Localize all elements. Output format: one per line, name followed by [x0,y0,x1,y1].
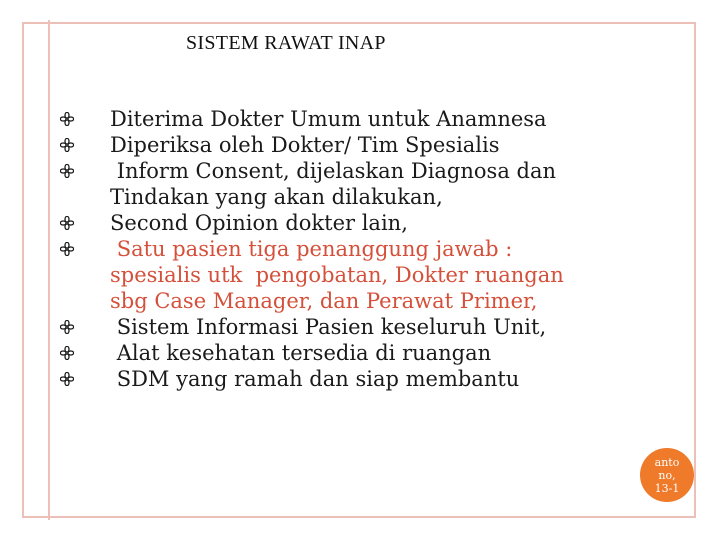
frame-vertical-line [48,20,50,520]
flower-bullet-icon [60,340,110,360]
flower-bullet-icon [60,132,110,152]
bullet-text: Satu pasien tiga penanggung jawab : spesialis utk pengobatan, Dokter ruangan sbg Case Manager, dan Perawat Primer, [110,237,564,313]
page-badge [640,448,694,502]
bullet-item [60,158,680,210]
bullet-list [60,106,680,392]
flower-bullet-icon [60,158,110,178]
badge-line: anto [654,455,680,469]
flower-bullet-icon [60,210,110,230]
bullet-text: Sistem Informasi Pasien keseluruh Unit, [110,315,547,339]
bullet-item [60,210,680,236]
bullet-text: SDM yang ramah dan siap membantu [110,367,520,391]
bullet-text: Diterima Dokter Umum untuk Anamnesa [110,107,547,131]
bullet-text: Diperiksa oleh Dokter/ Tim Spesialis [110,133,500,157]
bullet-text: Second Opinion dokter lain, [110,211,408,235]
bullet-item [60,366,680,392]
bullet-item [60,236,680,314]
bullet-item [60,106,680,132]
bullet-item [60,132,680,158]
bullet-item [60,340,680,366]
flower-bullet-icon [60,366,110,386]
flower-bullet-icon [60,314,110,334]
badge-line: 13-1 [654,481,680,495]
slide-title: SISTEM RAWAT INAP [186,32,386,54]
flower-bullet-icon [60,106,110,126]
bullet-text: Inform Consent, dijelaskan Diagnosa dan Tindakan yang akan dilakukan, [110,159,557,209]
bullet-text: Alat kesehatan tersedia di ruangan [110,341,492,365]
bullet-item [60,314,680,340]
flower-bullet-icon [60,236,110,256]
badge-line: no, [658,468,676,482]
